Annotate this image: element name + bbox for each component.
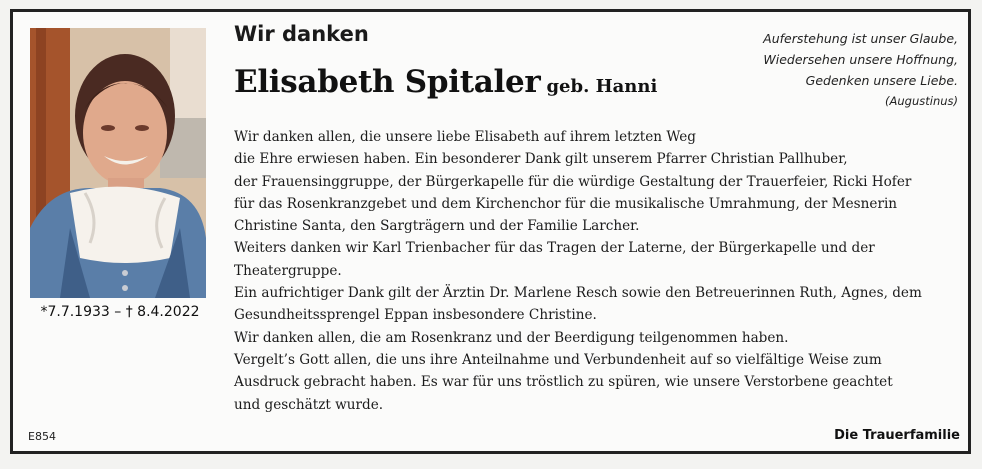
quote-source: (Augustinus) [885,94,958,108]
text-line: und geschätzt wurde. [234,396,384,413]
ad-code: E854 [28,430,56,443]
portrait-photo [30,28,206,298]
text-line: Theatergruppe. [234,262,342,279]
quote-line: Auferstehung ist unser Glaube, [763,31,958,46]
quote-line: Wiedersehen unsere Hoffnung, [763,52,958,67]
text-line: Wir danken allen, die am Rosenkranz und der Beerdigung teilgenommen haben. [234,329,789,346]
portrait-illustration [30,28,206,298]
text-line: Ausdruck gebracht haben. Es war für uns tröstlich zu spüren, wie unsere Verstorbene geachtet [234,374,893,391]
maiden-name: geb. Hanni [546,76,658,97]
signature: Die Trauerfamilie [834,428,960,443]
text-line: Ein aufrichtiger Dank gilt der Ärztin Dr. Marlene Resch sowie den Betreuerinnen Ruth, Agnes, dem [234,285,922,302]
life-dates: *7.7.1933 – † 8.4.2022 [40,304,200,320]
text-line: für das Rosenkranzgebet und dem Kirchenchor für die musikalische Umrahmung, der Mesnerin [234,195,898,212]
quote [698,28,958,112]
text-line: Gesundheitssprengel Eppan insbesondere Christine. [234,307,597,324]
deceased-name: Elisabeth Spitaler [234,64,541,100]
text-line: Wir danken allen, die unsere liebe Elisabeth auf ihrem letzten Weg [234,129,696,145]
thanks-text [234,126,960,416]
text-line: die Ehre erwiesen haben. Ein besonderer Dank gilt unserem Pfarrer Christian Pallhuber, [234,151,848,168]
text-line: Vergelt’s Gott allen, die uns ihre Anteilnahme und Verbundenheit auf so vielfältige Weise zum [234,351,882,368]
heading: Wir danken [234,22,369,46]
quote-line: Gedenken unsere Liebe. [805,73,958,88]
text-line: der Frauensinggruppe, der Bürgerkapelle für die würdige Gestaltung der Trauerfeier, Ricki Hofer [234,173,912,190]
text-line: Christine Santa, den Sargträgern und der Familie Larcher. [234,218,640,235]
text-line: Weiters danken wir Karl Trienbacher für das Tragen der Laterne, der Bürgerkapelle und der [234,240,875,257]
name-line [234,64,657,100]
